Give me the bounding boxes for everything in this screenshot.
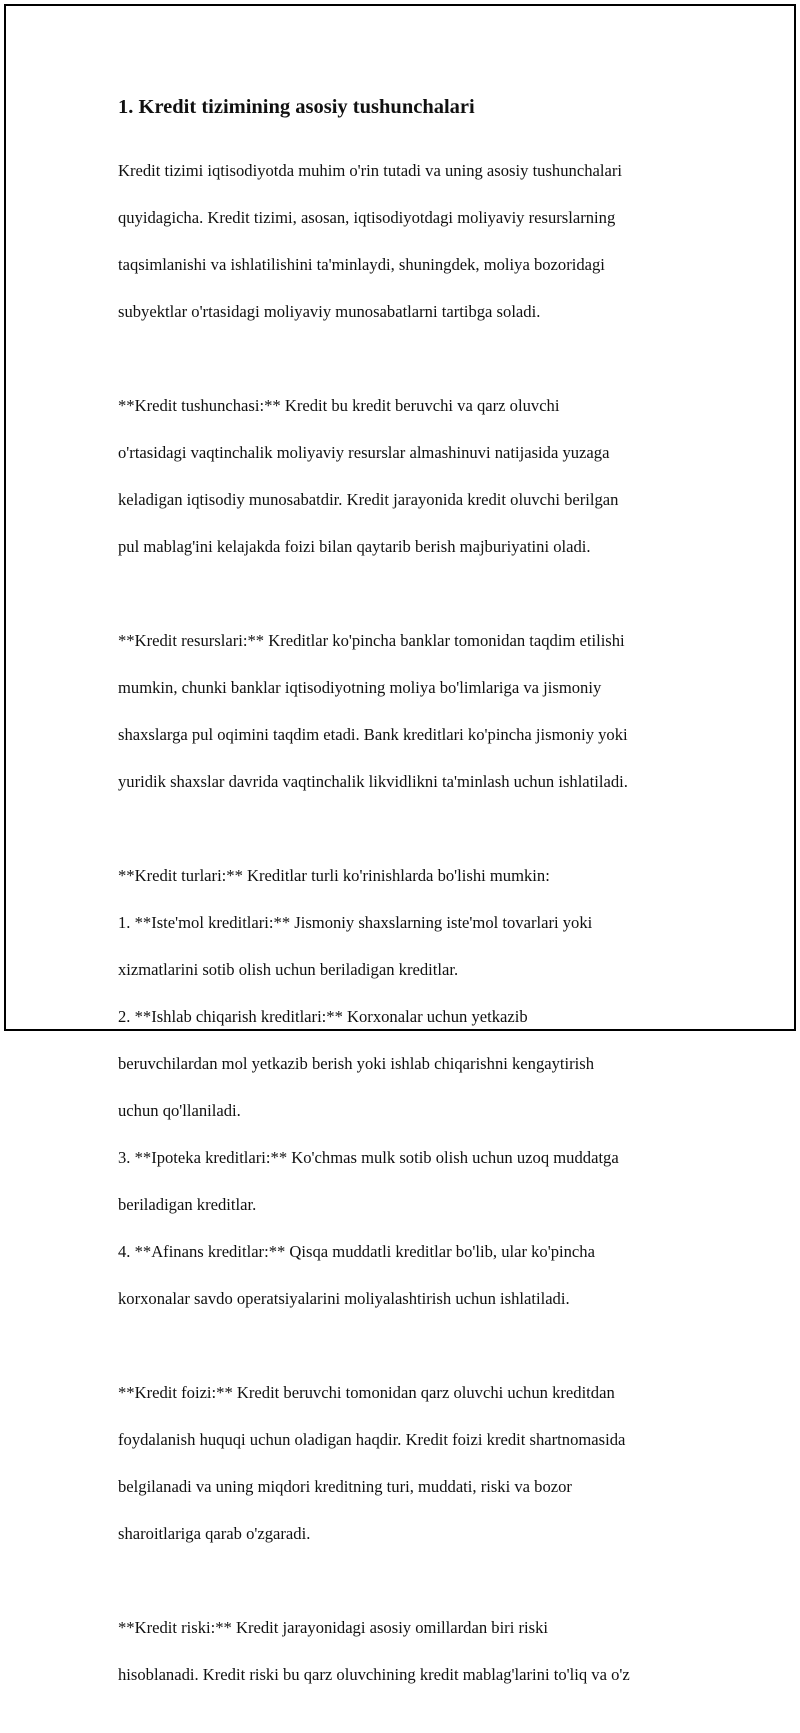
- text-line: Kredit tizimi iqtisodiyotda muhim o'rin tutadi va uning asosiy tushunchalari: [118, 160, 622, 180]
- paragraph-intro: [118, 135, 708, 347]
- paragraph-kredit-tushunchasi: [118, 370, 708, 582]
- document-content: [118, 94, 708, 1733]
- text-line: **Kredit foizi:** Kredit beruvchi tomonidan qarz oluvchi uchun kreditdan: [118, 1382, 615, 1402]
- text-line: **Kredit resurslari:** Kreditlar ko'pincha banklar tomonidan taqdim etilishi: [118, 630, 625, 650]
- paragraph-kredit-foizi: [118, 1357, 708, 1569]
- text-line: belgilanadi va uning miqdori kreditning turi, muddati, riski va bozor: [118, 1476, 572, 1496]
- text-line: subyektlar o'rtasidagi moliyaviy munosabatlarni tartibga soladi.: [118, 301, 541, 321]
- list-item-line: 3. **Ipoteka kreditlari:** Ko'chmas mulk sotib olish uchun uzoq muddatga: [118, 1147, 619, 1167]
- document-body: [118, 135, 708, 1710]
- text-line: hisoblanadi. Kredit riski bu qarz oluvchining kredit mablag'larini to'liq va o'z: [118, 1664, 630, 1684]
- paragraph-kredit-riski: [118, 1592, 708, 1710]
- list-item-line: korxonalar savdo operatsiyalarini moliyalashtirish uchun ishlatiladi.: [118, 1288, 570, 1308]
- text-line: quyidagicha. Kredit tizimi, asosan, iqtisodiyotdagi moliyaviy resurslarning: [118, 207, 616, 227]
- list-item-line: uchun qo'llaniladi.: [118, 1100, 241, 1120]
- list-item-line: xizmatlarini sotib olish uchun beriladigan kreditlar.: [118, 959, 459, 979]
- text-line: o'rtasidagi vaqtinchalik moliyaviy resurslar almashinuvi natijasida yuzaga: [118, 442, 610, 462]
- text-line: keladigan iqtisodiy munosabatdir. Kredit jarayonida kredit oluvchi berilgan: [118, 489, 619, 509]
- text-line: taqsimlanishi va ishlatilishini ta'minlaydi, shuningdek, moliya bozoridagi: [118, 254, 605, 274]
- text-line: sharoitlariga qarab o'zgaradi.: [118, 1523, 311, 1543]
- text-line: shaxslarga pul oqimini taqdim etadi. Bank kreditlari ko'pincha jismoniy yoki: [118, 724, 628, 744]
- list-item-line: beriladigan kreditlar.: [118, 1194, 257, 1214]
- page-title: 1. Kredit tizimining asosiy tushunchalari: [118, 96, 475, 118]
- text-line: **Kredit tushunchasi:** Kredit bu kredit beruvchi va qarz oluvchi: [118, 395, 560, 415]
- text-line: pul mablag'ini kelajakda foizi bilan qaytarib berish majburiyatini oladi.: [118, 536, 591, 556]
- document-page: [4, 4, 796, 1684]
- list-item-line: 1. **Iste'mol kreditlari:** Jismoniy shaxslarning iste'mol tovarlari yoki: [118, 912, 593, 932]
- text-line: mumkin, chunki banklar iqtisodiyotning moliya bo'limlariga va jismoniy: [118, 677, 602, 697]
- text-line: **Kredit turlari:** Kreditlar turli ko'rinishlarda bo'lishi mumkin:: [118, 865, 550, 885]
- text-line: yuridik shaxslar davrida vaqtinchalik likvidlikni ta'minlash uchun ishlatiladi.: [118, 771, 628, 791]
- list-item-line: 2. **Ishlab chiqarish kreditlari:** Korxonalar uchun yetkazib: [118, 1006, 528, 1026]
- list-item-line: 4. **Afinans kreditlar:** Qisqa muddatli kreditlar bo'lib, ular ko'pincha: [118, 1241, 595, 1261]
- text-line: foydalanish huquqi uchun oladigan haqdir. Kredit foizi kredit shartnomasida: [118, 1429, 626, 1449]
- paragraph-kredit-resurslari: [118, 605, 708, 817]
- text-line: **Kredit riski:** Kredit jarayonidagi asosiy omillardan biri riski: [118, 1617, 548, 1637]
- paragraph-kredit-turlari: [118, 840, 708, 1334]
- list-item-line: beruvchilardan mol yetkazib berish yoki ishlab chiqarishni kengaytirish: [118, 1053, 595, 1073]
